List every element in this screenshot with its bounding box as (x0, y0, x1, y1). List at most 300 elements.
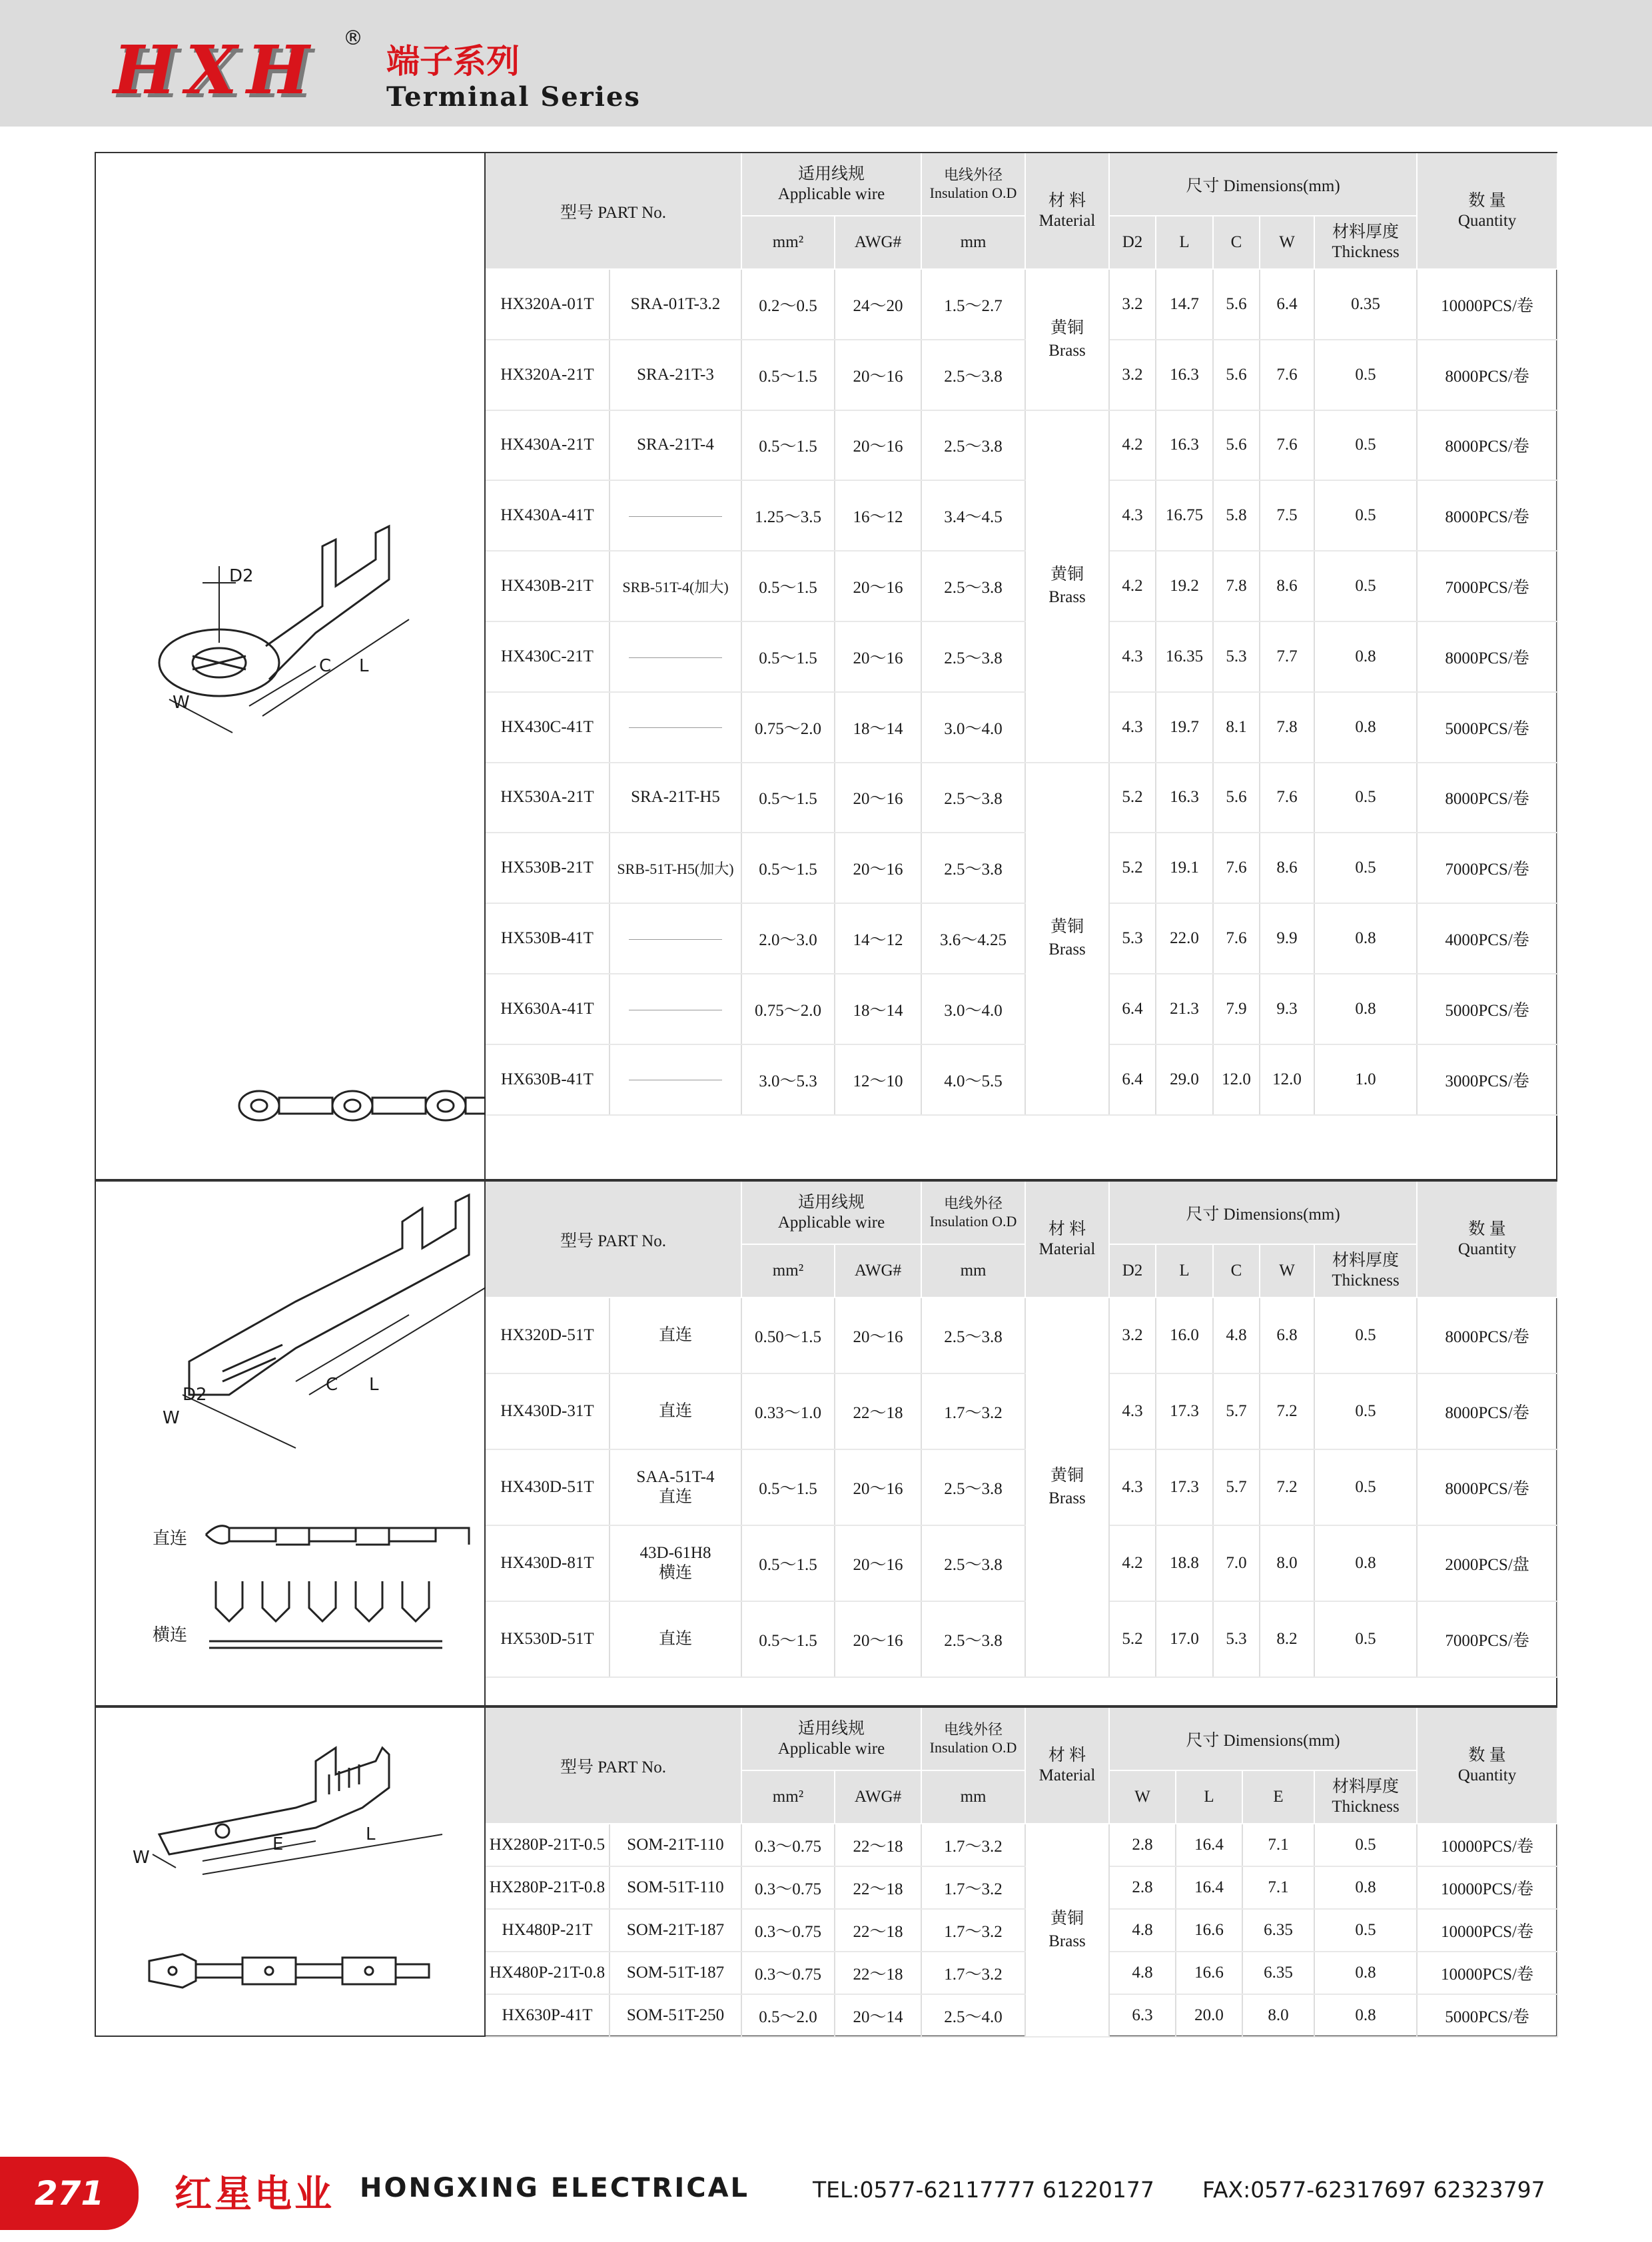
header-mm: mm (921, 1770, 1025, 1824)
alt-part-no-text: 直连 (658, 1630, 692, 1648)
table-row (486, 480, 1557, 551)
wire-mm2: 0.5～1.5 (741, 833, 835, 903)
l: 16.35 (1156, 621, 1213, 692)
brand-logo: HXH (113, 31, 319, 109)
ring-terminal-table (486, 153, 1558, 1116)
wire-awg: 20～16 (835, 1449, 921, 1525)
wire-mm2: 0.5～1.5 (741, 340, 835, 410)
wire-awg: 18～14 (835, 974, 921, 1044)
wire-mm2: 0.5～1.5 (741, 621, 835, 692)
table-row (486, 1525, 1557, 1601)
header-quantity: 数 量 Quantity (1417, 153, 1557, 269)
material-en: Brass (1048, 1932, 1086, 1950)
l: 17.0 (1156, 1601, 1213, 1677)
alt-part-note: 横连 (658, 1564, 692, 1582)
part-no: HX480P-21T (486, 1909, 610, 1952)
header-part-no: 型号 PART No. (486, 1182, 741, 1298)
label-c: C (326, 1375, 338, 1395)
label-horizontal: 横连 (153, 1625, 188, 1645)
wire-awg: 16～12 (835, 480, 921, 551)
l: 19.7 (1156, 692, 1213, 763)
l: 18.8 (1156, 1525, 1213, 1601)
insulation-od: 1.7～3.2 (921, 1909, 1025, 1952)
label-e: E (272, 1834, 284, 1854)
quantity: 10000PCS/卷 (1417, 1909, 1557, 1952)
material-cell (1025, 410, 1109, 763)
header-thickness: 材料厚度 Thickness (1314, 1244, 1417, 1298)
label-w: W (173, 693, 190, 713)
alt-part-no: SRB-51T-4(加大) (610, 551, 741, 621)
thickness: 0.5 (1314, 551, 1417, 621)
material-cn: 黄铜 (1050, 1467, 1084, 1485)
footer-brand-cn: 红星电业 (175, 2173, 334, 2216)
l: 17.3 (1156, 1449, 1213, 1525)
l: 17.3 (1156, 1373, 1213, 1449)
tab-terminal-diagram (96, 1708, 486, 2036)
thickness: 0.5 (1314, 1298, 1417, 1373)
alt-part-no (610, 974, 741, 1044)
l: 22.0 (1156, 903, 1213, 974)
insulation-od: 2.5～3.8 (921, 833, 1025, 903)
wire-awg: 20～16 (835, 410, 921, 481)
alt-part-no (610, 1298, 741, 1373)
part-no: HX530B-41T (486, 903, 610, 974)
section-ring-terminals (95, 152, 1557, 1180)
l: 16.3 (1156, 410, 1213, 481)
thickness: 0.8 (1314, 903, 1417, 974)
label-l: L (359, 656, 369, 676)
section-tab-terminals (95, 1706, 1557, 2037)
l: 14.7 (1156, 269, 1213, 340)
w: 2.8 (1109, 1824, 1176, 1866)
insulation-od: 2.5～3.8 (921, 763, 1025, 833)
w: 7.5 (1260, 480, 1314, 551)
l: 16.3 (1156, 763, 1213, 833)
wire-awg: 22～18 (835, 1866, 921, 1909)
label-c: C (319, 656, 332, 676)
material-cell (1025, 1824, 1109, 2037)
w: 7.7 (1260, 621, 1314, 692)
d2: 3.2 (1109, 269, 1156, 340)
wire-mm2: 0.5～1.5 (741, 1525, 835, 1601)
quantity: 2000PCS/盘 (1417, 1525, 1557, 1601)
c: 5.7 (1213, 1449, 1260, 1525)
quantity: 8000PCS/卷 (1417, 1298, 1557, 1373)
header-material: 材 料 Material (1025, 153, 1109, 269)
thickness: 0.35 (1314, 269, 1417, 340)
part-no: HX480P-21T-0.8 (486, 1952, 610, 1994)
registered-mark: ® (343, 27, 363, 50)
alt-part-no: SOM-21T-110 (610, 1824, 741, 1866)
d2: 5.3 (1109, 903, 1156, 974)
wire-awg: 20～16 (835, 1525, 921, 1601)
l: 16.0 (1156, 1298, 1213, 1373)
c: 5.6 (1213, 340, 1260, 410)
wire-mm2: 0.2～0.5 (741, 269, 835, 340)
alt-part-no (610, 1044, 741, 1115)
l: 19.2 (1156, 551, 1213, 621)
quantity: 8000PCS/卷 (1417, 340, 1557, 410)
alt-part-no (610, 1525, 741, 1601)
wire-mm2: 0.5～1.5 (741, 763, 835, 833)
wire-awg: 20～16 (835, 1601, 921, 1677)
label-w: W (133, 1848, 150, 1868)
wire-mm2: 0.3～0.75 (741, 1909, 835, 1952)
table-row (486, 551, 1557, 621)
table-row (486, 1044, 1557, 1115)
quantity: 10000PCS/卷 (1417, 269, 1557, 340)
part-no: HX430D-31T (486, 1373, 610, 1449)
header-insulation-od: 电线外径 Insulation O.D (921, 1708, 1025, 1770)
w: 6.8 (1260, 1298, 1314, 1373)
thickness: 0.8 (1314, 974, 1417, 1044)
thickness: 0.5 (1314, 1601, 1417, 1677)
thickness: 0.5 (1314, 480, 1417, 551)
c: 4.8 (1213, 1298, 1260, 1373)
l: 19.1 (1156, 833, 1213, 903)
insulation-od: 2.5～3.8 (921, 551, 1025, 621)
wire-awg: 20～16 (835, 833, 921, 903)
quantity: 8000PCS/卷 (1417, 410, 1557, 481)
wire-awg: 24～20 (835, 269, 921, 340)
insulation-od: 2.5～4.0 (921, 1994, 1025, 2037)
material-cn: 黄铜 (1050, 319, 1084, 338)
header-l: L (1156, 216, 1213, 269)
alt-part-no: SRA-21T-H5 (610, 763, 741, 833)
part-no: HX430B-21T (486, 551, 610, 621)
w: 9.3 (1260, 974, 1314, 1044)
wire-mm2: 0.3～0.75 (741, 1824, 835, 1866)
part-no: HX430C-41T (486, 692, 610, 763)
d2: 4.3 (1109, 1449, 1156, 1525)
insulation-od: 2.5～3.8 (921, 1298, 1025, 1373)
thickness: 0.5 (1314, 1824, 1417, 1866)
empty-alt-part-line (629, 727, 722, 728)
label-d2: D2 (183, 1385, 207, 1405)
fork-terminal-table (486, 1182, 1558, 1678)
alt-part-no-text: 直连 (658, 1402, 692, 1420)
material-cn: 黄铜 (1050, 918, 1084, 936)
part-no: HX430D-81T (486, 1525, 610, 1601)
wire-mm2: 0.75～2.0 (741, 692, 835, 763)
d2: 4.3 (1109, 621, 1156, 692)
d2: 4.2 (1109, 410, 1156, 481)
header-c: C (1213, 216, 1260, 269)
alt-part-no: SOM-51T-187 (610, 1952, 741, 1994)
material-en: Brass (1048, 940, 1086, 959)
part-no: HX430A-41T (486, 480, 610, 551)
d2: 4.3 (1109, 1373, 1156, 1449)
insulation-od: 3.4～4.5 (921, 480, 1025, 551)
alt-part-no: SRA-21T-4 (610, 410, 741, 481)
tab-terminal-drawing (96, 1708, 486, 2038)
header-dimensions: 尺寸 Dimensions(mm) (1109, 1708, 1417, 1770)
wire-awg: 20～16 (835, 1298, 921, 1373)
insulation-od: 2.5～3.8 (921, 340, 1025, 410)
wire-awg: 22～18 (835, 1373, 921, 1449)
c: 5.7 (1213, 1373, 1260, 1449)
header-part-no: 型号 PART No. (486, 1708, 741, 1824)
insulation-od: 1.7～3.2 (921, 1824, 1025, 1866)
quantity: 8000PCS/卷 (1417, 1449, 1557, 1525)
l: 16.3 (1156, 340, 1213, 410)
thickness: 0.5 (1314, 340, 1417, 410)
header-material: 材 料 Material (1025, 1708, 1109, 1824)
e: 6.35 (1242, 1952, 1314, 1994)
w: 2.8 (1109, 1866, 1176, 1909)
header-awg: AWG# (835, 1770, 921, 1824)
header-mm: mm (921, 1244, 1025, 1298)
wire-mm2: 0.5～1.5 (741, 551, 835, 621)
w: 7.2 (1260, 1373, 1314, 1449)
alt-part-no: SOM-51T-110 (610, 1866, 741, 1909)
header-d2: D2 (1109, 216, 1156, 269)
tab-terminal-table (486, 1708, 1558, 2038)
c: 5.6 (1213, 763, 1260, 833)
header-d2: D2 (1109, 1244, 1156, 1298)
quantity: 8000PCS/卷 (1417, 763, 1557, 833)
w: 7.6 (1260, 763, 1314, 833)
thickness: 0.8 (1314, 1994, 1417, 2037)
header-insulation-od: 电线外径 Insulation O.D (921, 153, 1025, 216)
d2: 6.4 (1109, 974, 1156, 1044)
material-cell (1025, 763, 1109, 1115)
w: 4.8 (1109, 1952, 1176, 1994)
table-row (486, 692, 1557, 763)
w: 8.0 (1260, 1525, 1314, 1601)
table-row (486, 1866, 1557, 1909)
d2: 4.2 (1109, 1525, 1156, 1601)
alt-part-note: 直连 (658, 1488, 692, 1506)
insulation-od: 4.0～5.5 (921, 1044, 1025, 1115)
wire-mm2: 2.0～3.0 (741, 903, 835, 974)
thickness: 0.5 (1314, 1449, 1417, 1525)
d2: 4.3 (1109, 692, 1156, 763)
fork-strip-straight (206, 1526, 469, 1545)
ring-terminal-diagram (96, 153, 486, 1179)
w: 6.3 (1109, 1994, 1176, 2037)
alt-part-no: SOM-51T-250 (610, 1994, 741, 2037)
alt-part-no: SRA-01T-3.2 (610, 269, 741, 340)
alt-part-no (610, 621, 741, 692)
insulation-od: 1.5～2.7 (921, 269, 1025, 340)
d2: 4.2 (1109, 551, 1156, 621)
header-c: C (1213, 1244, 1260, 1298)
header-l: L (1176, 1770, 1242, 1824)
e: 7.1 (1242, 1866, 1314, 1909)
wire-mm2: 0.50～1.5 (741, 1298, 835, 1373)
header-quantity: 数 量 Quantity (1417, 1182, 1557, 1298)
alt-part-no-text: SAA-51T-4 (636, 1468, 715, 1486)
part-no: HX430D-51T (486, 1449, 610, 1525)
table-row (486, 1298, 1557, 1373)
empty-alt-part-line (629, 516, 722, 517)
thickness: 0.8 (1314, 1866, 1417, 1909)
part-no: HX430A-21T (486, 410, 610, 481)
footer-brand-en: HONGXING ELECTRICAL (360, 2173, 750, 2203)
l: 21.3 (1156, 974, 1213, 1044)
fork-strip-horizontal (209, 1581, 442, 1648)
thickness: 0.5 (1314, 833, 1417, 903)
header-quantity: 数 量 Quantity (1417, 1708, 1557, 1824)
table-row (486, 1373, 1557, 1449)
c: 5.3 (1213, 1601, 1260, 1677)
insulation-od: 2.5～3.8 (921, 1601, 1025, 1677)
thickness: 0.8 (1314, 692, 1417, 763)
alt-part-no: SRB-51T-H5(加大) (610, 833, 741, 903)
insulation-od: 2.5～3.8 (921, 621, 1025, 692)
wire-awg: 22～18 (835, 1952, 921, 1994)
wire-mm2: 0.5～1.5 (741, 410, 835, 481)
w: 12.0 (1260, 1044, 1314, 1115)
table-row (486, 763, 1557, 833)
d2: 5.2 (1109, 1601, 1156, 1677)
alt-part-no-text: 直连 (658, 1326, 692, 1344)
insulation-od: 3.0～4.0 (921, 974, 1025, 1044)
alt-part-no (610, 1601, 741, 1677)
fork-terminal-diagram (96, 1182, 486, 1705)
w: 7.2 (1260, 1449, 1314, 1525)
quantity: 5000PCS/卷 (1417, 692, 1557, 763)
wire-mm2: 0.5～1.5 (741, 1449, 835, 1525)
d2: 5.2 (1109, 833, 1156, 903)
insulation-od: 2.5～3.8 (921, 1525, 1025, 1601)
wire-mm2: 0.5～1.5 (741, 1601, 835, 1677)
wire-mm2: 1.25～3.5 (741, 480, 835, 551)
wire-mm2: 0.3～0.75 (741, 1866, 835, 1909)
alt-part-no (610, 1373, 741, 1449)
ring-terminal-strip (239, 1091, 486, 1120)
wire-awg: 20～14 (835, 1994, 921, 2037)
header-mm2: mm² (741, 1770, 835, 1824)
w: 8.6 (1260, 833, 1314, 903)
thickness: 0.8 (1314, 621, 1417, 692)
insulation-od: 3.6～4.25 (921, 903, 1025, 974)
wire-awg: 20～16 (835, 551, 921, 621)
empty-alt-part-line (629, 657, 722, 658)
quantity: 3000PCS/卷 (1417, 1044, 1557, 1115)
l: 16.4 (1176, 1866, 1242, 1909)
material-en: Brass (1048, 341, 1086, 360)
quantity: 8000PCS/卷 (1417, 1373, 1557, 1449)
quantity: 10000PCS/卷 (1417, 1952, 1557, 1994)
c: 5.3 (1213, 621, 1260, 692)
wire-mm2: 3.0～5.3 (741, 1044, 835, 1115)
header-w: W (1109, 1770, 1176, 1824)
wire-mm2: 0.75～2.0 (741, 974, 835, 1044)
d2: 3.2 (1109, 1298, 1156, 1373)
part-no: HX630B-41T (486, 1044, 610, 1115)
part-no: HX320D-51T (486, 1298, 610, 1373)
table-row (486, 1449, 1557, 1525)
c: 5.6 (1213, 269, 1260, 340)
table-row (486, 1994, 1557, 2037)
l: 20.0 (1176, 1994, 1242, 2037)
w: 8.2 (1260, 1601, 1314, 1677)
quantity: 5000PCS/卷 (1417, 974, 1557, 1044)
c: 12.0 (1213, 1044, 1260, 1115)
header-thickness: 材料厚度 Thickness (1314, 216, 1417, 269)
part-no: HX630A-41T (486, 974, 610, 1044)
table-row (486, 1824, 1557, 1866)
w: 8.6 (1260, 551, 1314, 621)
empty-alt-part-line (629, 939, 722, 940)
header-mm2: mm² (741, 1244, 835, 1298)
d2: 4.3 (1109, 480, 1156, 551)
material-cell (1025, 1298, 1109, 1677)
label-straight: 直连 (153, 1529, 188, 1549)
header-part-no: 型号 PART No. (486, 153, 741, 269)
header-mm: mm (921, 216, 1025, 269)
section-fork-terminals (95, 1180, 1557, 1706)
wire-awg: 20～16 (835, 763, 921, 833)
insulation-od: 1.7～3.2 (921, 1866, 1025, 1909)
part-no: HX530B-21T (486, 833, 610, 903)
wire-mm2: 0.5～2.0 (741, 1994, 835, 2037)
tab-terminal-strip (149, 1954, 429, 1988)
insulation-od: 1.7～3.2 (921, 1373, 1025, 1449)
insulation-od: 1.7～3.2 (921, 1952, 1025, 1994)
wire-mm2: 0.3～0.75 (741, 1952, 835, 1994)
footer-tel: TEL:0577-62117777 61220177 (813, 2177, 1154, 2203)
header-mm2: mm² (741, 216, 835, 269)
header-w: W (1260, 1244, 1314, 1298)
header-applicable-wire: 适用线规 Applicable wire (741, 1708, 921, 1770)
l: 16.75 (1156, 480, 1213, 551)
label-l: L (366, 1824, 376, 1844)
material-cell (1025, 269, 1109, 410)
d2: 5.2 (1109, 763, 1156, 833)
header-e: E (1242, 1770, 1314, 1824)
c: 7.6 (1213, 833, 1260, 903)
quantity: 10000PCS/卷 (1417, 1824, 1557, 1866)
c: 7.9 (1213, 974, 1260, 1044)
page-title-cn: 端子系列 (386, 42, 520, 81)
header-thickness: 材料厚度 Thickness (1314, 1770, 1417, 1824)
label-d2: D2 (229, 566, 254, 586)
material-en: Brass (1048, 1489, 1086, 1507)
material-en: Brass (1048, 588, 1086, 607)
ring-terminal-drawing (96, 153, 486, 1182)
part-no: HX320A-01T (486, 269, 610, 340)
alt-part-no: SRA-21T-3 (610, 340, 741, 410)
header-dimensions: 尺寸 Dimensions(mm) (1109, 1182, 1417, 1244)
part-no: HX280P-21T-0.5 (486, 1824, 610, 1866)
alt-part-no: SOM-21T-187 (610, 1909, 741, 1952)
thickness: 0.5 (1314, 1373, 1417, 1449)
thickness: 0.5 (1314, 763, 1417, 833)
alt-part-no (610, 903, 741, 974)
table-row (486, 1952, 1557, 1994)
insulation-od: 2.5～3.8 (921, 1449, 1025, 1525)
header-l: L (1156, 1244, 1213, 1298)
e: 7.1 (1242, 1824, 1314, 1866)
header-awg: AWG# (835, 1244, 921, 1298)
thickness: 1.0 (1314, 1044, 1417, 1115)
w: 7.6 (1260, 340, 1314, 410)
part-no: HX280P-21T-0.8 (486, 1866, 610, 1909)
l: 29.0 (1156, 1044, 1213, 1115)
thickness: 0.8 (1314, 1952, 1417, 1994)
table-row (486, 1601, 1557, 1677)
header-awg: AWG# (835, 216, 921, 269)
w: 6.4 (1260, 269, 1314, 340)
wire-awg: 22～18 (835, 1909, 921, 1952)
header-applicable-wire: 适用线规 Applicable wire (741, 153, 921, 216)
part-no: HX530D-51T (486, 1601, 610, 1677)
part-no: HX630P-41T (486, 1994, 610, 2037)
part-no: HX320A-21T (486, 340, 610, 410)
